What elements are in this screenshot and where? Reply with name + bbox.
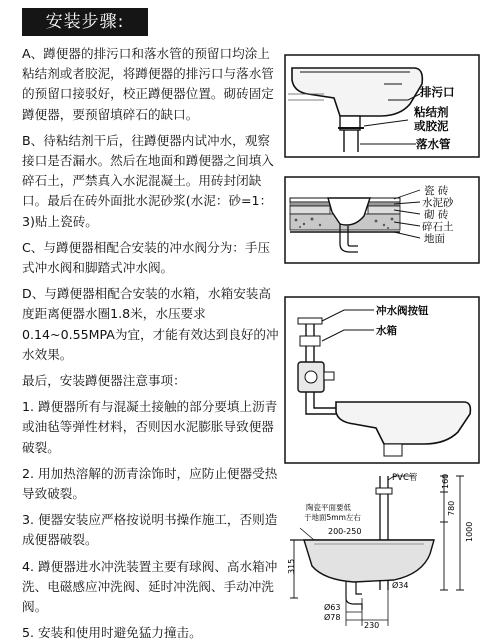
figure-floor-layers	[284, 176, 480, 264]
figure-dimensions	[284, 470, 490, 630]
label-tank: 水箱	[376, 325, 397, 337]
dim-315: 315	[287, 558, 296, 574]
figure-drain-connection	[284, 54, 480, 158]
dim-160: 160	[441, 473, 450, 489]
dim-230: 230	[364, 621, 380, 630]
dim-d63: Ø63	[324, 603, 341, 612]
step-c: C、与蹲便器相配合安装的冲水阀分为：手压式冲水阀和脚踏式冲水阀。	[22, 239, 271, 276]
dim-1000: 1000	[465, 521, 474, 542]
figure-flush-valve	[284, 296, 480, 464]
label-below-floor: 于地面5mm左右	[304, 513, 361, 522]
dim-200-250: 200-250	[328, 527, 362, 536]
step-b: B、待粘结剂干后，往蹲便器内试冲水，观察接口是否漏水。然后在地面和蹲便器之间填入碎石土，严禁真入水泥混凝土。用砖封闭缺口。最后在砖外面批水泥砂浆(水泥：砂=1：3)贴上瓷砖。	[22, 132, 274, 229]
dim-d34: Ø34	[392, 581, 409, 590]
label-ground: 地面	[424, 233, 445, 245]
dim-780: 780	[447, 500, 456, 516]
label-mortar: 或胶泥	[414, 119, 449, 133]
instruction-text	[22, 44, 280, 643]
note-4: 4. 蹲便器进水冲洗装置主要有球阀、高水箱冲洗、电磁感应冲洗阀、延时冲洗阀、手动冲洗阀。	[22, 558, 278, 615]
note-3: 3. 便器安装应严格按说明书操作施工，否则造成便器破裂。	[22, 512, 278, 548]
dim-d78: Ø78	[324, 613, 341, 622]
note-5: 5. 安装和使用时避免猛力撞击。	[22, 625, 202, 641]
label-tile: 瓷 砖	[424, 185, 449, 197]
step-d: D、与蹲便器相配合安装的水箱，水箱安装高度距离便器水圈1.8米，水压要求0.14~0.55MPA为宜，才能有效达到良好的冲水效果。	[22, 286, 279, 362]
section-title: 安装步骤:	[22, 8, 148, 36]
label-adhesive: 粘结剂	[414, 105, 449, 119]
label-cement-sand: 水泥砂	[422, 197, 454, 209]
note-1: 1. 蹲便器所有与混凝土接触的部分要填上沥青或油毡等弹性材料，否则因水泥膨胀导致便器破裂。	[22, 399, 278, 455]
label-gravel: 碎石土	[422, 221, 454, 233]
label-outlet: 排污口	[420, 85, 455, 99]
label-pvc: PVC管	[392, 473, 418, 483]
label-drainpipe: 落水管	[416, 137, 451, 151]
label-ceramic-low: 陶瓷平面要低	[306, 503, 351, 512]
step-a: A、蹲便器的排污口和落水管的预留口均涂上粘结剂或者胶泥，将蹲便器的排污口与落水管的预留口接驳好，校正蹲便器位置。砌砖固定蹲便器，要预留填碎石的缺口。	[22, 46, 274, 122]
label-brick: 砌 砖	[424, 209, 449, 221]
note-2: 2. 用加热溶解的沥青涂饰时，应防止便器受热导致破裂。	[22, 465, 278, 502]
label-flush-button: 冲水阀按钮	[376, 305, 429, 317]
notes-heading: 最后，安装蹲便器注意事项：	[22, 373, 186, 389]
